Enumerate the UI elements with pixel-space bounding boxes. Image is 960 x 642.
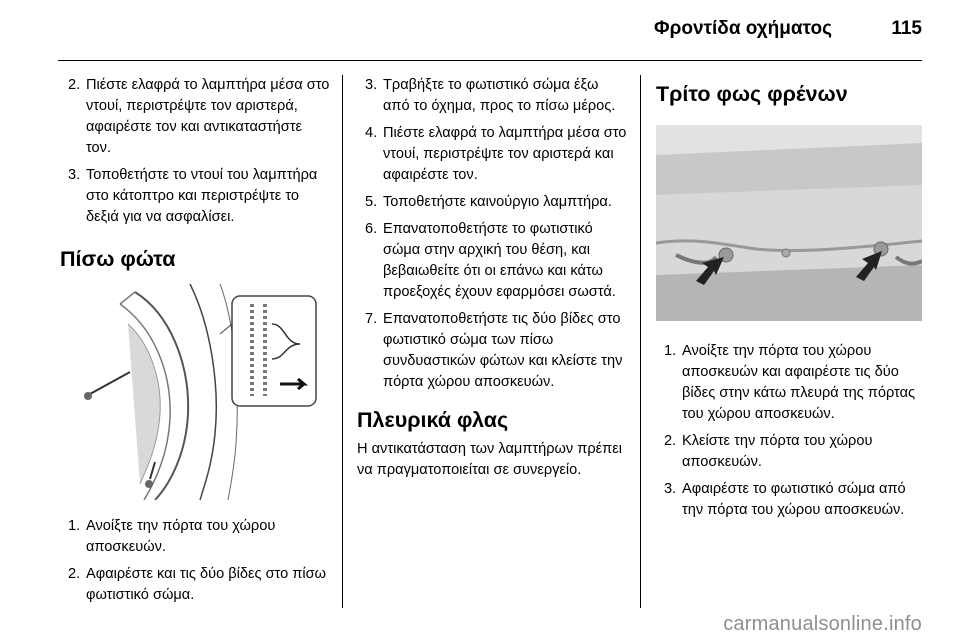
step-text: Τοποθετήστε το ντουί του λαμπτήρα στο κάτοπτρο και περιστρέψτε το δεξιά για να ασφαλίσει. (86, 167, 318, 225)
header-rule (58, 60, 922, 61)
step-text: Τραβήξτε το φωτιστικό σώμα έξω από το όχημα, προς το πίσω μέρος. (383, 77, 616, 114)
footer-watermark: carmanualsonline.info (723, 613, 922, 635)
rear-light-drawing (60, 284, 322, 500)
step-text: Κλείστε την πόρτα του χώρου αποσκευών. (682, 433, 873, 470)
list-item (357, 309, 627, 393)
step-text: Πιέστε ελαφρά το λαμπτήρα μέσα στο ντουί, περιστρέψτε τον αριστερά, αφαιρέστε τον και αντικαταστήστε τον. (86, 77, 330, 156)
list-item (60, 165, 330, 228)
step-number: 3. (664, 481, 677, 497)
list-item (656, 431, 928, 473)
step-text: Επανατοποθετήστε το φωτιστικό σώμα στην αρχική του θέση, και βεβαιωθείτε ότι οι επάνω και κάτω προεξοχές έχουν εφαρμόσει σωστά. (383, 221, 616, 300)
step-number: 2. (664, 433, 677, 449)
list-item (60, 516, 330, 558)
step-number: 3. (365, 77, 378, 93)
list-item (656, 341, 928, 425)
step-text: Πιέστε ελαφρά το λαμπτήρα μέσα στο ντουί, περιστρέψτε τον αριστερά και αφαιρέστε τον. (383, 125, 627, 183)
list-item (60, 75, 330, 159)
section-heading-rear-lights: Πίσω φώτα (60, 247, 176, 271)
step-text: Επανατοποθετήστε τις δύο βίδες στο φωτιστικό σώμα των πίσω συνδυαστικών φώτων και κλείστε την πόρτα χώρου αποσκευών. (383, 311, 623, 390)
column-1 (60, 75, 330, 612)
step-number: 3. (68, 167, 81, 183)
list-item (656, 479, 928, 521)
column-divider-2 (640, 75, 641, 608)
column-3 (656, 75, 928, 527)
header-title: Φροντίδα οχήματος (654, 18, 832, 39)
step-number: 1. (68, 518, 81, 534)
brake-light-photo (656, 125, 922, 321)
column-divider-1 (342, 75, 343, 608)
step-number: 6. (365, 221, 378, 237)
step-number: 2. (68, 77, 81, 93)
list-item (357, 219, 627, 303)
step-number: 2. (68, 566, 81, 582)
list-item (357, 75, 627, 117)
steps-list (656, 341, 928, 521)
step-text: Αφαιρέστε και τις δύο βίδες στο πίσω φωτιστικό σώμα. (86, 566, 327, 603)
side-indicators-paragraph: Η αντικατάσταση των λαμπτήρων πρέπει να πραγματοποιείται σε συνεργείο. (357, 441, 622, 478)
step-text: Ανοίξτε την πόρτα του χώρου αποσκευών. (86, 518, 276, 555)
section-heading-third-brake-light: Τρίτο φως φρένων (656, 82, 848, 106)
steps-list (357, 75, 627, 393)
section-heading-side-indicators: Πλευρικά φλας (357, 408, 509, 432)
step-number: 7. (365, 311, 378, 327)
steps-list-top (60, 75, 330, 228)
column-2 (357, 75, 627, 481)
brake-light-drawing (656, 125, 922, 321)
page-number: 115 (891, 18, 922, 39)
list-item (60, 564, 330, 606)
list-item (357, 192, 627, 213)
step-text: Ανοίξτε την πόρτα του χώρου αποσκευών και αφαιρέστε τις δύο βίδες στην κάτω πλευρά της πόρτας του χώρου αποσκευών. (682, 343, 916, 422)
step-text: Αφαιρέστε το φωτιστικό σώμα από την πόρτα του χώρου αποσκευών. (682, 481, 906, 518)
step-number: 5. (365, 194, 378, 210)
step-text: Τοποθετήστε καινούργιο λαμπτήρα. (383, 194, 612, 210)
list-item (357, 123, 627, 186)
step-number: 1. (664, 343, 677, 359)
steps-list-bottom (60, 516, 330, 606)
step-number: 4. (365, 125, 378, 141)
rear-light-illustration (60, 284, 322, 500)
